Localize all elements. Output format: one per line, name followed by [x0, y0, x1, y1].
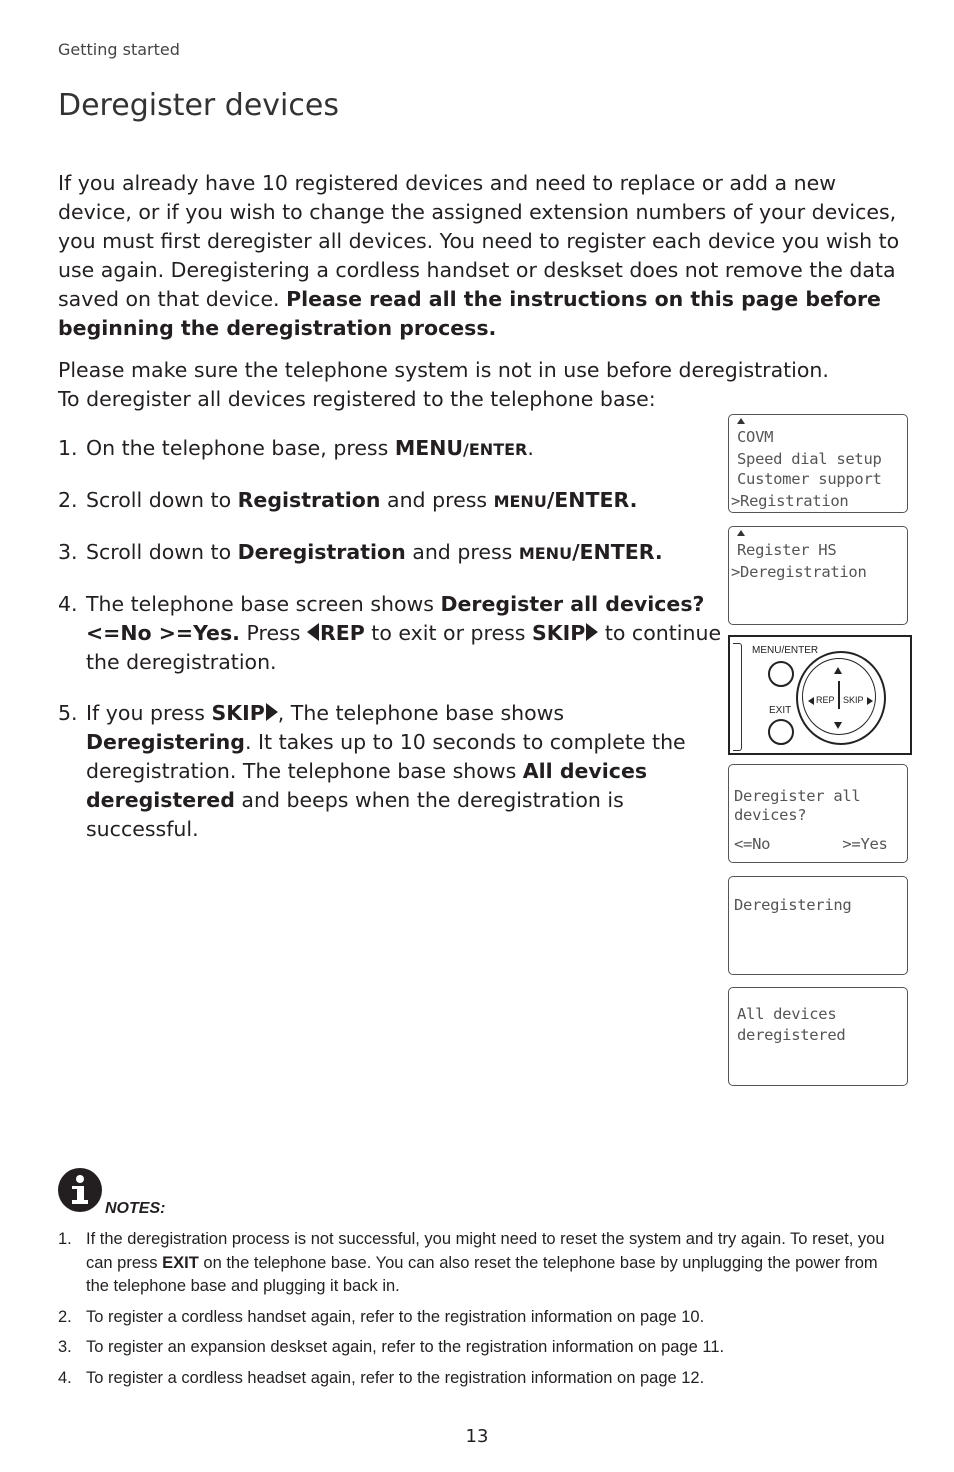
menu-key [395, 436, 528, 460]
nav-divider [838, 681, 840, 709]
rep-key-label: REP [816, 695, 835, 705]
lcd-screen-confirm [728, 764, 908, 863]
intro-paragraph [58, 169, 908, 343]
step-text: Scroll down to [86, 488, 238, 512]
page-title: Deregister devices [58, 88, 339, 123]
scroll-up-icon [737, 418, 745, 424]
note-2 [58, 1306, 888, 1330]
step-number: 1. [58, 436, 78, 460]
rep-arrow-icon [808, 697, 814, 705]
up-arrow-icon [834, 667, 842, 674]
rep-key [307, 621, 365, 645]
deregistration-term: Deregistration [237, 540, 406, 564]
step-1 [58, 434, 722, 464]
note-1 [58, 1228, 888, 1299]
scroll-up-icon [737, 530, 745, 536]
menu-enter-button [768, 661, 794, 687]
step-text: . It takes up to 10 seconds to complete the deregistration. The telephone base shows [86, 730, 686, 783]
note-text: To register a cordless handset again, refer to the registration information on page 10. [86, 1307, 705, 1326]
lcd-line: COVM [737, 428, 774, 446]
step-4 [58, 590, 722, 677]
skip-key [211, 701, 277, 725]
note-number: 3. [58, 1338, 72, 1356]
skip-key-label: SKIP [211, 701, 265, 725]
step-text: Press [239, 621, 307, 645]
step-text: On the telephone base, press [86, 436, 395, 460]
step-text: The telephone base screen shows [86, 592, 441, 616]
step-text: and press [405, 540, 519, 564]
skip-key-label: SKIP [843, 695, 864, 705]
page-number: 13 [465, 1426, 489, 1447]
step-5 [58, 699, 722, 844]
base-keypad-diagram [728, 635, 912, 755]
lcd-line: Deregister all [734, 787, 861, 805]
step-number: 2. [58, 488, 78, 512]
lcd-line: Customer support [737, 470, 882, 488]
down-arrow-icon [834, 722, 842, 729]
step-text: , The telephone base shows [277, 701, 565, 725]
step-number: 4. [58, 592, 78, 616]
left-arrow-icon [307, 623, 319, 641]
right-arrow-icon [266, 703, 278, 721]
steps-list [58, 434, 722, 866]
info-icon [58, 1168, 102, 1212]
step-number: 3. [58, 540, 78, 564]
step-text: . [527, 436, 534, 460]
lcd-line-selected: >Registration [731, 492, 849, 510]
note-4 [58, 1367, 888, 1391]
menu-key-label: MENU [518, 544, 573, 563]
lcd-line: deregistered [737, 1026, 846, 1044]
note-text: on the telephone base. You can also reset the telephone base by unplugging the power from the telephone base and plugging it back in. [86, 1253, 878, 1295]
note-text: If the deregistration process is not successful, you might need to reset the system and try again. To reset, you can press [86, 1230, 885, 1272]
note-3 [58, 1336, 888, 1360]
precondition-line-2: To deregister all devices registered to the telephone base: [58, 387, 656, 411]
lcd-line: Deregistering [734, 896, 852, 914]
info-icon-foot [72, 1200, 88, 1204]
note-number: 1. [58, 1230, 72, 1248]
skip-arrow-icon [867, 697, 873, 705]
notes-heading: NOTES: [105, 1200, 166, 1217]
right-arrow-icon [586, 623, 598, 641]
step-text: Scroll down to [86, 540, 238, 564]
menu-enter-label: MENU/ENTER [752, 645, 819, 656]
enter-key-label: /ENTER. [546, 488, 638, 512]
base-edge [733, 643, 742, 751]
menu-key-label: MENU [493, 492, 547, 511]
step-text: and beeps when the deregistration is successful. [86, 788, 624, 841]
intro-warning: Please read all the instructions on this page before beginning the deregistration process. [58, 287, 881, 340]
deregister-prompt: Deregister all devices? [440, 592, 705, 616]
intro-text: If you already have 10 registered devices and need to replace or add a new device, or if you wish to change the assigned extension numbers of your devices, you must first deregister all devices. You need to register each device you wish to use again. Deregistering a cordless handset or deskset does not remove the data saved on that device. [58, 171, 900, 311]
note-text: To register a cordless headset again, refer to the registration information on page 12. [86, 1368, 705, 1387]
all-deregistered-term: All devices deregistered [86, 759, 648, 812]
lcd-line: Register HS [737, 541, 837, 559]
deregistering-term: Deregistering [86, 730, 245, 754]
lcd-line: Speed dial setup [737, 450, 882, 468]
note-number: 2. [58, 1307, 72, 1326]
exit-button [768, 719, 794, 745]
notes-list [58, 1228, 888, 1397]
step-text: If you press [86, 701, 212, 725]
precondition-line-1: Please make sure the telephone system is not in use before deregistration. [58, 358, 829, 382]
note-text: To register an expansion deskset again, refer to the registration information on page 11. [86, 1338, 725, 1356]
lcd-screen-done [728, 987, 908, 1086]
lcd-screen-registration [728, 526, 908, 625]
lcd-line: devices? [734, 806, 807, 824]
lcd-screen-menu [728, 414, 908, 513]
step-number: 5. [58, 701, 78, 725]
lcd-line: All devices [737, 1005, 837, 1023]
enter-key-label: /ENTER [463, 440, 528, 459]
precondition-paragraph [58, 356, 908, 414]
note-number: 4. [58, 1368, 72, 1387]
skip-key-label: SKIP [532, 621, 586, 645]
lcd-line-selected: >Deregistration [731, 563, 867, 581]
enter-key-label: /ENTER. [572, 540, 663, 564]
skip-key [532, 621, 598, 645]
section-label: Getting started [58, 40, 180, 59]
step-2 [58, 486, 722, 516]
step-text: to exit or press [364, 621, 532, 645]
registration-term: Registration [237, 488, 381, 512]
menu-key-label: MENU [394, 436, 464, 460]
lcd-screen-progress [728, 876, 908, 975]
exit-key: EXIT [162, 1253, 199, 1272]
no-yes-options: <=No >=Yes. [86, 621, 240, 645]
lcd-line: <=No >=Yes [734, 835, 888, 853]
info-icon-dot [76, 1175, 84, 1183]
step-text: and press [380, 488, 494, 512]
menu-key [519, 540, 663, 564]
step-text: to continue the deregistration. [86, 621, 722, 674]
step-3 [58, 538, 722, 568]
exit-label: EXIT [769, 705, 792, 716]
rep-key-label: REP [319, 621, 365, 645]
menu-key [494, 488, 638, 512]
